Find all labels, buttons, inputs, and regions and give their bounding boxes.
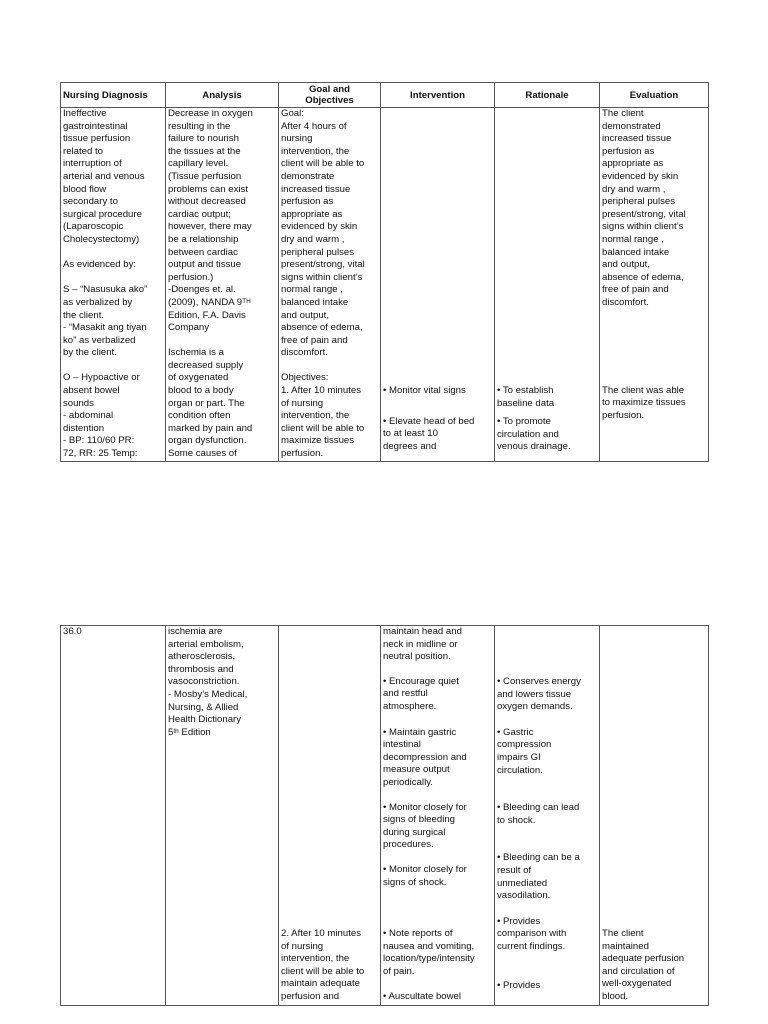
intervention-item: • Note reports of nausea and vomiting, location/type/intensity of pain.: [383, 928, 475, 977]
evaluation-cell: [600, 108, 709, 462]
intervention-item: maintain head and neck in midline or neutral position.: [383, 626, 462, 663]
objective-cues: O – Hypoactive or absent bowel sounds - abdominal distention - BP: 110/60 PR: 72, RR: 25 Temp:: [63, 372, 140, 460]
analysis-cell: [166, 626, 279, 1006]
evaluation-text: The client was able to maximize tissues perfusion.: [602, 384, 686, 421]
rationale-item: • Bleeding can lead to shock.: [497, 802, 580, 826]
analysis-paragraph: Decrease in oxygen resulting in the failure to nourish the tissues at the capillary level. (Tissue perfusion problems can exist without decreased cardiac output; however, there may be a relationship between cardiac output and tissue perfusion.): [168, 108, 253, 283]
intervention-cell: [381, 626, 495, 1006]
header-nursing-diagnosis: Nursing Diagnosis: [61, 83, 166, 108]
temperature-value: 36.0: [63, 626, 82, 637]
header-rationale: Rationale: [495, 83, 600, 108]
evaluation-text: The client maintained adequate perfusion and circulation of well-oxygenated blood.: [602, 928, 685, 1002]
evaluation-text: The client demonstrated increased tissue perfusion as appropriate as evidenced by skin dry and warm , peripheral pulses present/strong, vital signs within client’s normal range , balanced intake and output, absence of edema, free of pain and discomfort.: [602, 108, 686, 308]
intervention-cell: [381, 108, 495, 462]
rationale-item: • Provides: [497, 979, 541, 991]
intervention-item: • Monitor vital signs: [383, 385, 466, 396]
subjective-cues: S – “Nasusuka ako” as verbalized by the client. - “Masakit ang tiyan ko” as verbalized by the client.: [63, 284, 148, 359]
intervention-item: • Encourage quiet and restful atmosphere.: [383, 675, 459, 712]
diagnosis-cell: [61, 626, 166, 1006]
analysis-citation: -Doenges et. al. (2009), NANDA 9TH Edition, F.A. Davis Company: [168, 284, 251, 334]
table-row: [61, 108, 709, 462]
goal-cell: [279, 108, 381, 462]
rationale-item: • Provides comparison with current findings.: [497, 915, 567, 952]
rationale-item: • Gastric compression impairs GI circulation.: [497, 726, 552, 776]
table-row: [61, 626, 709, 1006]
intervention-item: • Maintain gastric intestinal decompression and measure output periodically.: [383, 726, 467, 788]
evidenced-by-label: As evidenced by:: [63, 259, 137, 271]
rationale-cell: [495, 108, 600, 462]
care-plan-table-page-2: [60, 625, 709, 1006]
analysis-continued: ischemia are arterial embolism, atherosclerosis, thrombosis and vasoconstriction. - Mosby’s Medical, Nursing, & Allied Health Dictionary 5th Edition: [168, 626, 248, 738]
rationale-item: • Conserves energy and lowers tissue oxygen demands.: [497, 676, 581, 713]
intervention-item: • Monitor closely for signs of shock.: [383, 863, 467, 888]
intervention-item: • Auscultate bowel: [383, 991, 462, 1003]
evaluation-cell: [600, 626, 709, 1006]
ischemia-paragraph: Ischemia is a decreased supply of oxygenated blood to a body organ or part. The condition often marked by pain and organ dysfunction. Some causes of: [168, 347, 253, 460]
care-plan-table-page-1: [60, 82, 709, 462]
diagnosis-cell: [61, 108, 166, 462]
intervention-item: • Monitor closely for signs of bleeding during surgical procedures.: [383, 801, 467, 851]
page-break: [0, 462, 768, 625]
header-row: [61, 83, 709, 108]
goal-cell: [279, 626, 381, 1006]
goal-text: Goal: After 4 hours of nursing intervention, the client will be able to demonstrate increased tissue perfusion as appropriate as evidenced by skin dry and warm , peripheral pulses present/strong, vital signs within client’s normal range , balanced intake and output, absence of edema, free of pain and discomfort.: [281, 108, 365, 359]
objectives-text: Objectives: 1. After 10 minutes of nursing intervention, the client will be able to maximize tissues perfusion.: [281, 372, 365, 460]
header-evaluation: Evaluation: [600, 83, 709, 108]
diagnosis-statement: Ineffective gastrointestinal tissue perfusion related to interruption of arterial and venous blood flow secondary to surgical procedure (Laparoscopic Cholecystectomy): [63, 108, 145, 245]
intervention-item: • Elevate head of bed to at least 10 degrees and: [383, 415, 475, 452]
rationale-item: • To promote circulation and venous drainage.: [497, 416, 571, 453]
analysis-cell: [166, 108, 279, 462]
header-analysis: Analysis: [166, 83, 279, 108]
rationale-item: • To establish baseline data: [497, 385, 555, 409]
objective-2-text: 2. After 10 minutes of nursing intervention, the client will be able to maintain adequate perfusion and: [281, 928, 365, 1002]
header-intervention: Intervention: [381, 83, 495, 108]
rationale-item: • Bleeding can be a result of unmediated vasodilation.: [497, 852, 580, 902]
rationale-cell: [495, 626, 600, 1006]
header-goal-objectives: Goal and Objectives: [279, 83, 381, 108]
